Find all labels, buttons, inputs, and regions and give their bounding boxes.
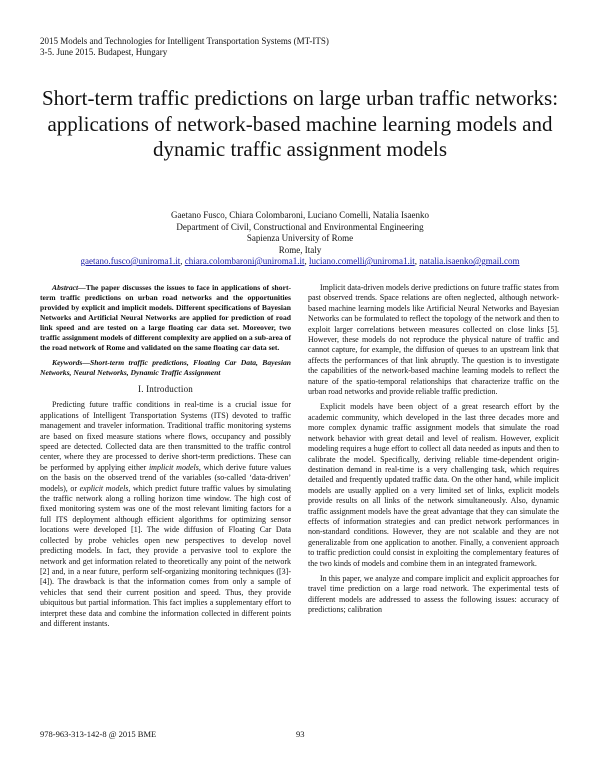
paragraph: Explicit models have been object of a great research effort by the academic community, which developed in the last three decades more and more complex dynamic traffic assignment models that simulate the road network behavior with great detail and level of realism. However, explicit modeling requires a huge effort to collect all data needed as inputs and then to calibrate the model. Specifically, deriving reliable time-dependent origin-destination demand in real-time is a very challenging task, which requires detailed and frequently updated traffic data. On the other hand, while implicit models are usually applied on a very limited set of links, explicit models provide results on all links of the network simultaneously. Also, dynamic traffic assignment models have the great advantage that they can simulate the effects of information strategies and can predict network performances in non-standard conditions. However, they are not scalable and they are not generalizable from one application to another. Finally, a convenient approach to traffic prediction could consist in exploiting the complementary features of the two kinds of models and combine them in an integrated framework. [308,402,559,568]
keywords [40,358,291,378]
abstract-text: —The paper discusses the issues to face in applications of short-term traffic predictions on urban road networks and the opportunities provided by explicit and implicit models. Different specifications of Bayesian Networks and Artificial Neural Networks are applied for prediction of road link speed and are tested on a large floating car data set. Moreover, two traffic assignment models of different complexity are applied on a sub-area of the road network of Rome and validated on the same floating car data set. [40,283,291,352]
left-column [40,283,291,629]
author-block [40,210,560,268]
italic-term: explicit models [79,483,129,493]
right-column [308,283,559,616]
page-number: 93 [296,729,305,739]
keywords-text: —Short-term traffic predictions, Floating Car Data, Bayesian Networks, Neural Networks, Dynamic Traffic Assignment [40,358,291,377]
paragraph: In this paper, we analyze and compare implicit and explicit approaches for travel time prediction on a large road network. The experimental tests of different models are addressed to assess the following issues: accuracy of predictions; calibration [308,573,559,615]
conference-name: 2015 Models and Technologies for Intelligent Transportation Systems (MT-ITS) [40,36,329,46]
paragraph: Implicit data-driven models derive predictions on future traffic states from past observed trends. Space relations are often neglected, although network-based machine learning models like Artificial Neural Networks and Bayesian Networks can be formulated to reflect the topology of the network and then to exploit larger correlations between measures collected on close links [5]. However, these models do not reproduce the physical nature of traffic and cannot capture, for example, the diffusion of queues to an upstream link that affects the performances of that link abruptly. The question is to investigate the capabilities of the network-based machine learning models to reflect the nature of the spatio-temporal relationships that characterize traffic on the urban road networks and provide reliable traffic prediction. [308,283,559,397]
email-link[interactable]: gaetano.fusco@uniroma1.it [80,256,181,266]
author-city: Rome, Italy [278,244,322,255]
email-link[interactable]: chiara.colombaroni@uniroma1.it [184,256,305,266]
email-separator: , [414,256,420,266]
paper-title: Short-term traffic predictions on large urban traffic networks: applications of network-based machine learning models and dynamic traffic assignment models [41,86,559,161]
abstract-label: Abstract [52,283,79,292]
conference-header [40,36,329,58]
keywords-label: Keywords [52,358,83,367]
text-run: Predicting future traffic conditions in real-time is a crucial issue for applications of Intelligent Transportation Systems (ITS) devoted to traffic management and traveler information. Traditional traffic monitoring systems are based on fixed measure stations where flows, occupancy and possibly speed are detected. Collected data are then transmitted to the traffic control center, where they are processed to derive short-term predictions. These can be performed by applying either [40,400,291,472]
conference-date-location: 3-5. June 2015. Budapest, Hungary [40,47,168,57]
author-department: Department of Civil, Constructional and Environmental Engineering [176,221,424,232]
text-run: , which derive future values on the basis on the observed trend of the variables (so-called ‘data-driven’ models), or [40,462,292,493]
section-heading: I. Introduction [138,384,193,394]
email-separator: , [180,256,185,266]
paragraph [40,400,291,629]
abstract [40,283,291,353]
email-link[interactable]: luciano.comelli@uniroma1.it [309,256,415,266]
text-run: , which predict future traffic values by simulating the traffic network along a rolling horizon time window. The high cost of fixed monitoring system was one of the most relevant limiting factors for a full ITS deployment although efficient algorithms for optimizing sensor locations were developed [1]. The wide diffusion of Floating Car Data collected by probe vehicles open new perspectives to develop novel predicting models. In fact, they provide a pervasive tool to explore the network and get information related to theoretically any point of the network [2] and, in a near future, perform self-organizing monitoring techniques ([3]-[4]). The drawback is that the information comes from only a sample of vehicles that send their current position and speed. Thus, they provide ubiquitous but partial information. This fact implies a supplementary effort to interpret these data and combine the information collected in different points and different instants. [40,483,291,628]
footer-isbn: 978-963-313-142-8 @ 2015 BME [40,729,157,739]
email-separator: , [304,256,309,266]
email-link[interactable]: natalia.isaenko@gmail.com [419,256,520,266]
author-university: Sapienza University of Rome [246,233,354,243]
italic-term: implicit models [148,462,199,472]
author-emails [40,256,560,268]
author-names: Gaetano Fusco, Chiara Colombaroni, Luciano Comelli, Natalia Isaenko [171,210,429,220]
